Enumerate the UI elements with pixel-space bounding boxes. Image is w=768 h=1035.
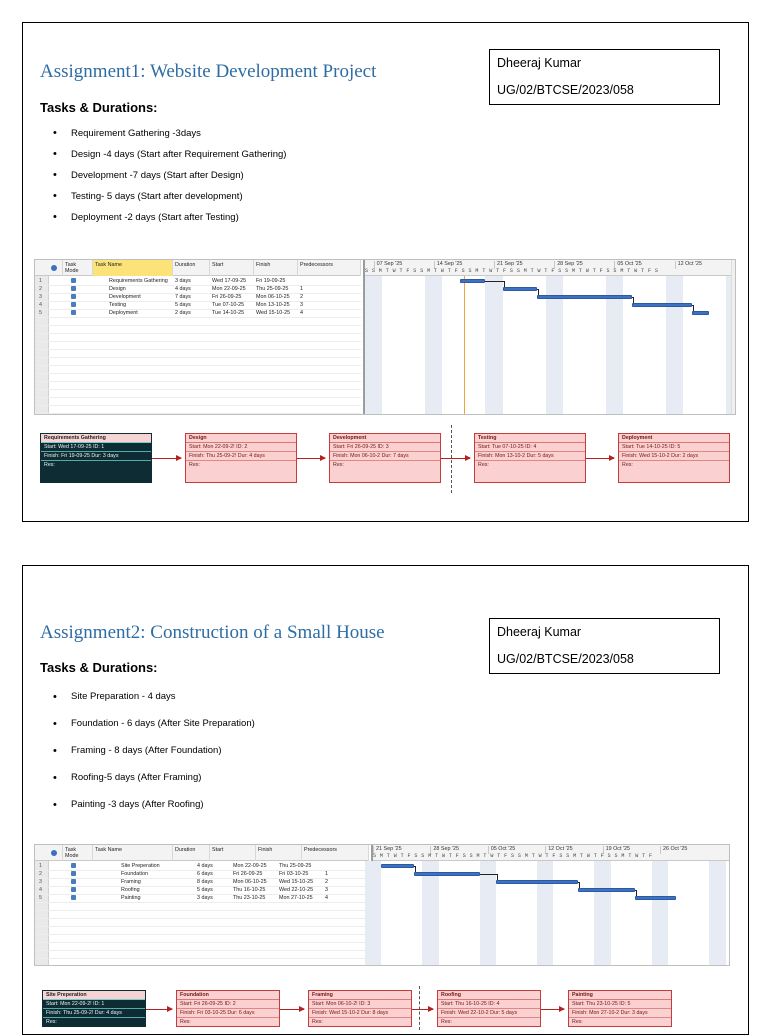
task-name-cell: Framing bbox=[121, 879, 141, 885]
task-bar[interactable] bbox=[496, 880, 578, 884]
current-date-line bbox=[464, 276, 465, 414]
list-item: • Testing- 5 days (Start after development) bbox=[53, 188, 293, 205]
task-bar[interactable] bbox=[503, 287, 537, 291]
timescale-header bbox=[373, 845, 730, 861]
table-row[interactable] bbox=[35, 878, 369, 886]
grid-row-line bbox=[35, 397, 361, 398]
dependency-link bbox=[485, 281, 504, 289]
grid-row-line bbox=[35, 381, 361, 382]
page-break-line bbox=[451, 425, 452, 493]
node-title: Requirements Gathering bbox=[41, 434, 151, 443]
page-break-line bbox=[419, 986, 420, 1030]
gantt-chart bbox=[363, 260, 736, 414]
start-cell: Mon 06-10-25 bbox=[233, 879, 267, 885]
grid-row-line bbox=[35, 926, 369, 927]
start-cell: Tue 07-10-25 bbox=[212, 302, 245, 308]
list-item: • Deployment -2 days (Start after Testing) bbox=[53, 209, 293, 226]
grid-row-line bbox=[35, 910, 369, 911]
predecessors-cell: 4 bbox=[325, 895, 328, 901]
grid-row-line bbox=[35, 349, 361, 350]
grid-row-line bbox=[35, 365, 361, 366]
task-bar[interactable] bbox=[414, 872, 480, 876]
node-start: Start: Fri 26-09-25 ID: 3 bbox=[330, 443, 440, 452]
start-cell: Thu 23-10-25 bbox=[233, 895, 266, 901]
node-finish: Finish: Wed 15-10-2 Dur: 8 days bbox=[309, 1009, 411, 1018]
page-title: Assignment1: Website Development Project bbox=[40, 61, 377, 82]
duration-cell: 8 days bbox=[197, 879, 213, 885]
task-list bbox=[53, 125, 293, 230]
network-node[interactable] bbox=[185, 433, 297, 483]
start-cell: Wed 17-09-25 bbox=[212, 278, 247, 284]
task-mode-icon bbox=[71, 871, 76, 876]
network-node[interactable] bbox=[474, 433, 586, 483]
weekend-shade bbox=[425, 276, 442, 414]
student-roll: UG/02/BTCSE/2023/058 bbox=[497, 83, 634, 97]
task-name-cell: Foundation bbox=[121, 871, 148, 877]
node-resource: Res: bbox=[441, 1019, 452, 1025]
node-finish: Finish: Thu 25-09-2! Dur: 4 days bbox=[186, 452, 296, 461]
table-row[interactable] bbox=[35, 277, 361, 285]
weekend-shade bbox=[709, 861, 725, 965]
node-start: Start: Thu 16-10-25 ID: 4 bbox=[438, 1000, 540, 1009]
node-start: Start: Mon 06-10-2! ID: 3 bbox=[309, 1000, 411, 1009]
week-label: 28 Sep '25 bbox=[554, 261, 583, 269]
network-node[interactable] bbox=[42, 990, 146, 1027]
node-finish: Finish: Wed 15-10-2 Dur: 2 days bbox=[619, 452, 729, 461]
row-number: 5 bbox=[39, 895, 42, 901]
start-cell: Mon 22-09-25 bbox=[233, 863, 267, 869]
network-node[interactable] bbox=[40, 433, 152, 483]
week-label: 12 Oct '25 bbox=[545, 846, 572, 854]
assignment2-page bbox=[22, 565, 749, 1035]
row-number: 4 bbox=[39, 887, 42, 893]
node-title: Foundation bbox=[177, 991, 279, 1000]
info-column-header[interactable] bbox=[49, 260, 63, 276]
node-title: Roofing bbox=[438, 991, 540, 1000]
grid-header bbox=[35, 260, 361, 276]
grid-row-line bbox=[35, 325, 361, 326]
start-cell: Fri 26-09-25 bbox=[212, 294, 242, 300]
node-finish: Finish: Wed 22-10-2 Dur: 5 days bbox=[438, 1009, 540, 1018]
table-row[interactable] bbox=[35, 886, 369, 894]
node-title: Painting bbox=[569, 991, 671, 1000]
weekend-shade bbox=[422, 861, 438, 965]
finish-cell: Wed 22-10-25 bbox=[279, 887, 314, 893]
task-name-cell: Painting bbox=[121, 895, 141, 901]
node-title: Deployment bbox=[619, 434, 729, 443]
column-header-name[interactable]: Task Name bbox=[93, 260, 173, 276]
finish-cell: Thu 25-09-25 bbox=[279, 863, 312, 869]
task-bar[interactable] bbox=[460, 279, 486, 283]
page-title: Assignment2: Construction of a Small House bbox=[40, 622, 385, 643]
grid-row-line bbox=[35, 934, 369, 935]
row-number: 3 bbox=[39, 294, 42, 300]
task-mode-icon bbox=[71, 302, 76, 307]
list-item: • Framing - 8 days (After Foundation) bbox=[53, 744, 453, 758]
finish-cell: Wed 15-10-25 bbox=[256, 310, 291, 316]
grid-row-line bbox=[35, 902, 369, 903]
task-name-cell: Deployment bbox=[109, 310, 138, 316]
duration-cell: 7 days bbox=[175, 294, 191, 300]
node-finish: Finish: Fri 03-10-25 Dur: 6 days bbox=[177, 1009, 279, 1018]
row-number: 2 bbox=[39, 871, 42, 877]
finish-cell: Mon 13-10-25 bbox=[256, 302, 290, 308]
task-name-cell: Roofing bbox=[121, 887, 140, 893]
duration-cell: 3 days bbox=[197, 895, 213, 901]
grid-row-line bbox=[35, 341, 361, 342]
network-node[interactable] bbox=[308, 990, 412, 1027]
dependency-arrow bbox=[280, 1009, 304, 1010]
info-column-header[interactable] bbox=[49, 845, 63, 861]
task-grid bbox=[35, 260, 361, 414]
task-name-cell: Site Preperation bbox=[121, 863, 160, 869]
dependency-arrow bbox=[297, 458, 325, 459]
node-title: Site Preperation bbox=[43, 991, 145, 1000]
node-finish: Finish: Thu 25-09-2! Dur: 4 days bbox=[43, 1009, 145, 1018]
column-header-mode[interactable]: Task Mode bbox=[63, 260, 93, 276]
week-label: 05 Oct '25 bbox=[614, 261, 641, 269]
task-list bbox=[53, 690, 453, 825]
node-finish: Finish: Mon 13-10-2 Dur: 5 days bbox=[475, 452, 585, 461]
predecessors-cell: 2 bbox=[300, 294, 303, 300]
duration-cell: 5 days bbox=[197, 887, 213, 893]
node-finish: Finish: Fri 19-09-25 Dur: 3 days bbox=[41, 452, 151, 461]
table-row[interactable] bbox=[35, 301, 361, 309]
column-header-duration[interactable]: Duration bbox=[173, 845, 210, 861]
task-mode-icon bbox=[71, 863, 76, 868]
timescale-header bbox=[365, 260, 736, 276]
duration-cell: 6 days bbox=[197, 871, 213, 877]
finish-cell: Fri 03-10-25 bbox=[279, 871, 309, 877]
node-start: Start: Mon 22-09-2! ID: 2 bbox=[186, 443, 296, 452]
node-resource: Res: bbox=[44, 462, 55, 468]
list-item: • Site Preparation - 4 days bbox=[53, 690, 453, 704]
network-node[interactable] bbox=[568, 990, 672, 1027]
gantt-chart bbox=[371, 845, 730, 965]
task-name-cell: Development bbox=[109, 294, 141, 300]
duration-cell: 4 days bbox=[175, 286, 191, 292]
network-node[interactable] bbox=[618, 433, 730, 483]
node-resource: Res: bbox=[572, 1019, 583, 1025]
finish-cell: Fri 19-09-25 bbox=[256, 278, 286, 284]
finish-cell: Thu 25-09-25 bbox=[256, 286, 289, 292]
column-header-finish[interactable]: Finish bbox=[256, 845, 302, 861]
grid-row-line bbox=[35, 958, 369, 959]
grid-row-line bbox=[35, 389, 361, 390]
node-start: Start: Tue 07-10-25 ID: 4 bbox=[475, 443, 585, 452]
week-label: 28 Sep '25 bbox=[430, 846, 459, 854]
task-bar[interactable] bbox=[692, 311, 709, 315]
table-row[interactable] bbox=[35, 862, 369, 870]
node-resource: Res: bbox=[189, 462, 200, 468]
task-mode-icon bbox=[71, 887, 76, 892]
list-item: • Requirement Gathering -3days bbox=[53, 125, 293, 142]
node-start: Start: Fri 26-09-25 ID: 2 bbox=[177, 1000, 279, 1009]
day-strip: S M T W T F S S M T W T F S S M T W T F S S M T W T F S S M T W T F S S M T W T F bbox=[373, 853, 653, 859]
task-mode-icon bbox=[71, 278, 76, 283]
grid-row-line bbox=[35, 918, 369, 919]
duration-cell: 2 days bbox=[175, 310, 191, 316]
column-header-mode[interactable]: Task Mode bbox=[63, 845, 93, 861]
node-start: Start: Thu 23-10-25 ID: 5 bbox=[569, 1000, 671, 1009]
start-cell: Fri 26-09-25 bbox=[233, 871, 263, 877]
student-roll: UG/02/BTCSE/2023/058 bbox=[497, 652, 634, 666]
grid-row-line bbox=[35, 333, 361, 334]
network-node[interactable] bbox=[329, 433, 441, 483]
node-resource: Res: bbox=[180, 1019, 191, 1025]
tasks-heading: Tasks & Durations: bbox=[40, 660, 158, 675]
node-finish: Finish: Mon 27-10-2 Dur: 3 days bbox=[569, 1009, 671, 1018]
task-mode-icon bbox=[71, 294, 76, 299]
list-item: • Painting -3 days (After Roofing) bbox=[53, 798, 453, 812]
dependency-arrow bbox=[412, 1009, 433, 1010]
predecessors-cell: 3 bbox=[300, 302, 303, 308]
column-header-start[interactable]: Start bbox=[210, 260, 254, 276]
node-resource: Res: bbox=[46, 1019, 57, 1025]
node-resource: Res: bbox=[333, 462, 344, 468]
dependency-arrow bbox=[441, 458, 470, 459]
table-row[interactable] bbox=[35, 285, 361, 293]
column-header-predecessors[interactable]: Predecessors bbox=[298, 260, 361, 276]
table-row[interactable] bbox=[35, 309, 361, 317]
task-bar[interactable] bbox=[381, 864, 414, 868]
task-bar[interactable] bbox=[537, 295, 632, 299]
week-label: 21 Sep '25 bbox=[373, 846, 402, 854]
row-number: 5 bbox=[39, 310, 42, 316]
row-number: 1 bbox=[39, 863, 42, 869]
predecessors-cell: 4 bbox=[300, 310, 303, 316]
column-header-finish[interactable]: Finish bbox=[254, 260, 298, 276]
row-number: 4 bbox=[39, 302, 42, 308]
row-number: 3 bbox=[39, 879, 42, 885]
node-resource: Res: bbox=[622, 462, 633, 468]
table-row[interactable] bbox=[35, 870, 369, 878]
duration-cell: 4 days bbox=[197, 863, 213, 869]
assignment1-page bbox=[22, 22, 749, 522]
finish-cell: Wed 15-10-25 bbox=[279, 879, 314, 885]
list-item: • Design -4 days (Start after Requirement Gathering) bbox=[53, 146, 293, 163]
start-cell: Tue 14-10-25 bbox=[212, 310, 245, 316]
predecessors-cell: 1 bbox=[325, 871, 328, 877]
row-number: 1 bbox=[39, 278, 42, 284]
node-title: Development bbox=[330, 434, 440, 443]
tasks-heading: Tasks & Durations: bbox=[40, 100, 158, 115]
duration-cell: 5 days bbox=[175, 302, 191, 308]
network-diagram bbox=[34, 425, 736, 493]
task-name-cell: Testing bbox=[109, 302, 127, 308]
predecessors-cell: 2 bbox=[325, 879, 328, 885]
dependency-arrow bbox=[152, 458, 181, 459]
column-header-duration[interactable]: Duration bbox=[173, 260, 210, 276]
predecessors-cell: 3 bbox=[325, 887, 328, 893]
network-node[interactable] bbox=[437, 990, 541, 1027]
row-number: 2 bbox=[39, 286, 42, 292]
student-info-box bbox=[489, 618, 720, 674]
task-mode-icon bbox=[71, 310, 76, 315]
vertical-scrollbar[interactable] bbox=[731, 260, 736, 414]
node-resource: Res: bbox=[478, 462, 489, 468]
week-label: 19 Oct '25 bbox=[603, 846, 630, 854]
dependency-arrow bbox=[586, 458, 614, 459]
node-finish: Finish: Mon 06-10-2 Dur: 7 days bbox=[330, 452, 440, 461]
start-cell: Thu 16-10-25 bbox=[233, 887, 266, 893]
grid-row-line bbox=[35, 317, 361, 318]
weekend-shade bbox=[666, 276, 683, 414]
task-bar[interactable] bbox=[632, 303, 692, 307]
finish-cell: Mon 06-10-25 bbox=[256, 294, 290, 300]
finish-cell: Mon 27-10-25 bbox=[279, 895, 313, 901]
task-name-cell: Requirements Gathering bbox=[109, 278, 168, 284]
student-name: Dheeraj Kumar bbox=[497, 56, 582, 70]
column-header-start[interactable]: Start bbox=[210, 845, 256, 861]
task-mode-icon bbox=[71, 286, 76, 291]
list-item: • Development -7 days (Start after Design) bbox=[53, 167, 293, 184]
gantt-view[interactable] bbox=[34, 259, 736, 415]
weekend-shade bbox=[594, 861, 610, 965]
node-title: Testing bbox=[475, 434, 585, 443]
gantt-view[interactable] bbox=[34, 844, 730, 966]
node-resource: Res: bbox=[312, 1019, 323, 1025]
weekend-shade bbox=[485, 276, 502, 414]
network-diagram bbox=[34, 986, 730, 1030]
week-label: 05 Oct '25 bbox=[488, 846, 515, 854]
weekend-shade bbox=[652, 861, 668, 965]
grid-header bbox=[35, 845, 369, 861]
task-mode-icon bbox=[71, 879, 76, 884]
week-label: 21 Sep '25 bbox=[494, 261, 523, 269]
grid-row-line bbox=[35, 405, 361, 406]
student-info-box bbox=[489, 49, 720, 105]
node-start: Start: Mon 22-09-2! ID: 1 bbox=[43, 1000, 145, 1009]
task-name-cell: Design bbox=[109, 286, 126, 292]
info-icon bbox=[51, 850, 57, 856]
grid-row-line bbox=[35, 413, 361, 414]
list-item: • Roofing-5 days (After Framing) bbox=[53, 771, 453, 785]
student-name: Dheeraj Kumar bbox=[497, 625, 582, 639]
week-label: 12 Oct '25 bbox=[675, 261, 702, 269]
week-label: 07 Sep '25 bbox=[374, 261, 403, 269]
task-mode-icon bbox=[71, 895, 76, 900]
node-start: Start: Wed 17-09-25 ID: 1 bbox=[41, 443, 151, 452]
network-node[interactable] bbox=[176, 990, 280, 1027]
node-start: Start: Tue 14-10-25 ID: 5 bbox=[619, 443, 729, 452]
weekend-shade bbox=[365, 861, 381, 965]
grid-row-line bbox=[35, 373, 361, 374]
day-strip: S S M T W T F S S M T W T F S S M T W T F S S M T W T F S S M T W T F S S M T W T F S bbox=[365, 268, 659, 274]
dependency-arrow bbox=[146, 1009, 172, 1010]
task-bar[interactable] bbox=[578, 888, 635, 892]
info-icon bbox=[51, 265, 57, 271]
duration-cell: 3 days bbox=[175, 278, 191, 284]
start-cell: Mon 22-09-25 bbox=[212, 286, 246, 292]
node-title: Design bbox=[186, 434, 296, 443]
grid-row-line bbox=[35, 950, 369, 951]
grid-row-line bbox=[35, 942, 369, 943]
task-bar[interactable] bbox=[635, 896, 676, 900]
task-grid bbox=[35, 845, 369, 965]
predecessors-cell: 1 bbox=[300, 286, 303, 292]
column-header-predecessors[interactable]: Predecessors bbox=[302, 845, 369, 861]
grid-row-line bbox=[35, 357, 361, 358]
weekend-shade bbox=[537, 861, 553, 965]
table-row[interactable] bbox=[35, 894, 369, 902]
node-title: Framing bbox=[309, 991, 411, 1000]
dependency-arrow bbox=[541, 1009, 564, 1010]
weekend-shade bbox=[365, 276, 382, 414]
week-label: 14 Sep '25 bbox=[434, 261, 463, 269]
list-item: • Foundation - 6 days (After Site Preparation) bbox=[53, 717, 453, 731]
week-label: 26 Oct '25 bbox=[660, 846, 687, 854]
table-row[interactable] bbox=[35, 293, 361, 301]
column-header-name[interactable]: Task Name bbox=[93, 845, 173, 861]
